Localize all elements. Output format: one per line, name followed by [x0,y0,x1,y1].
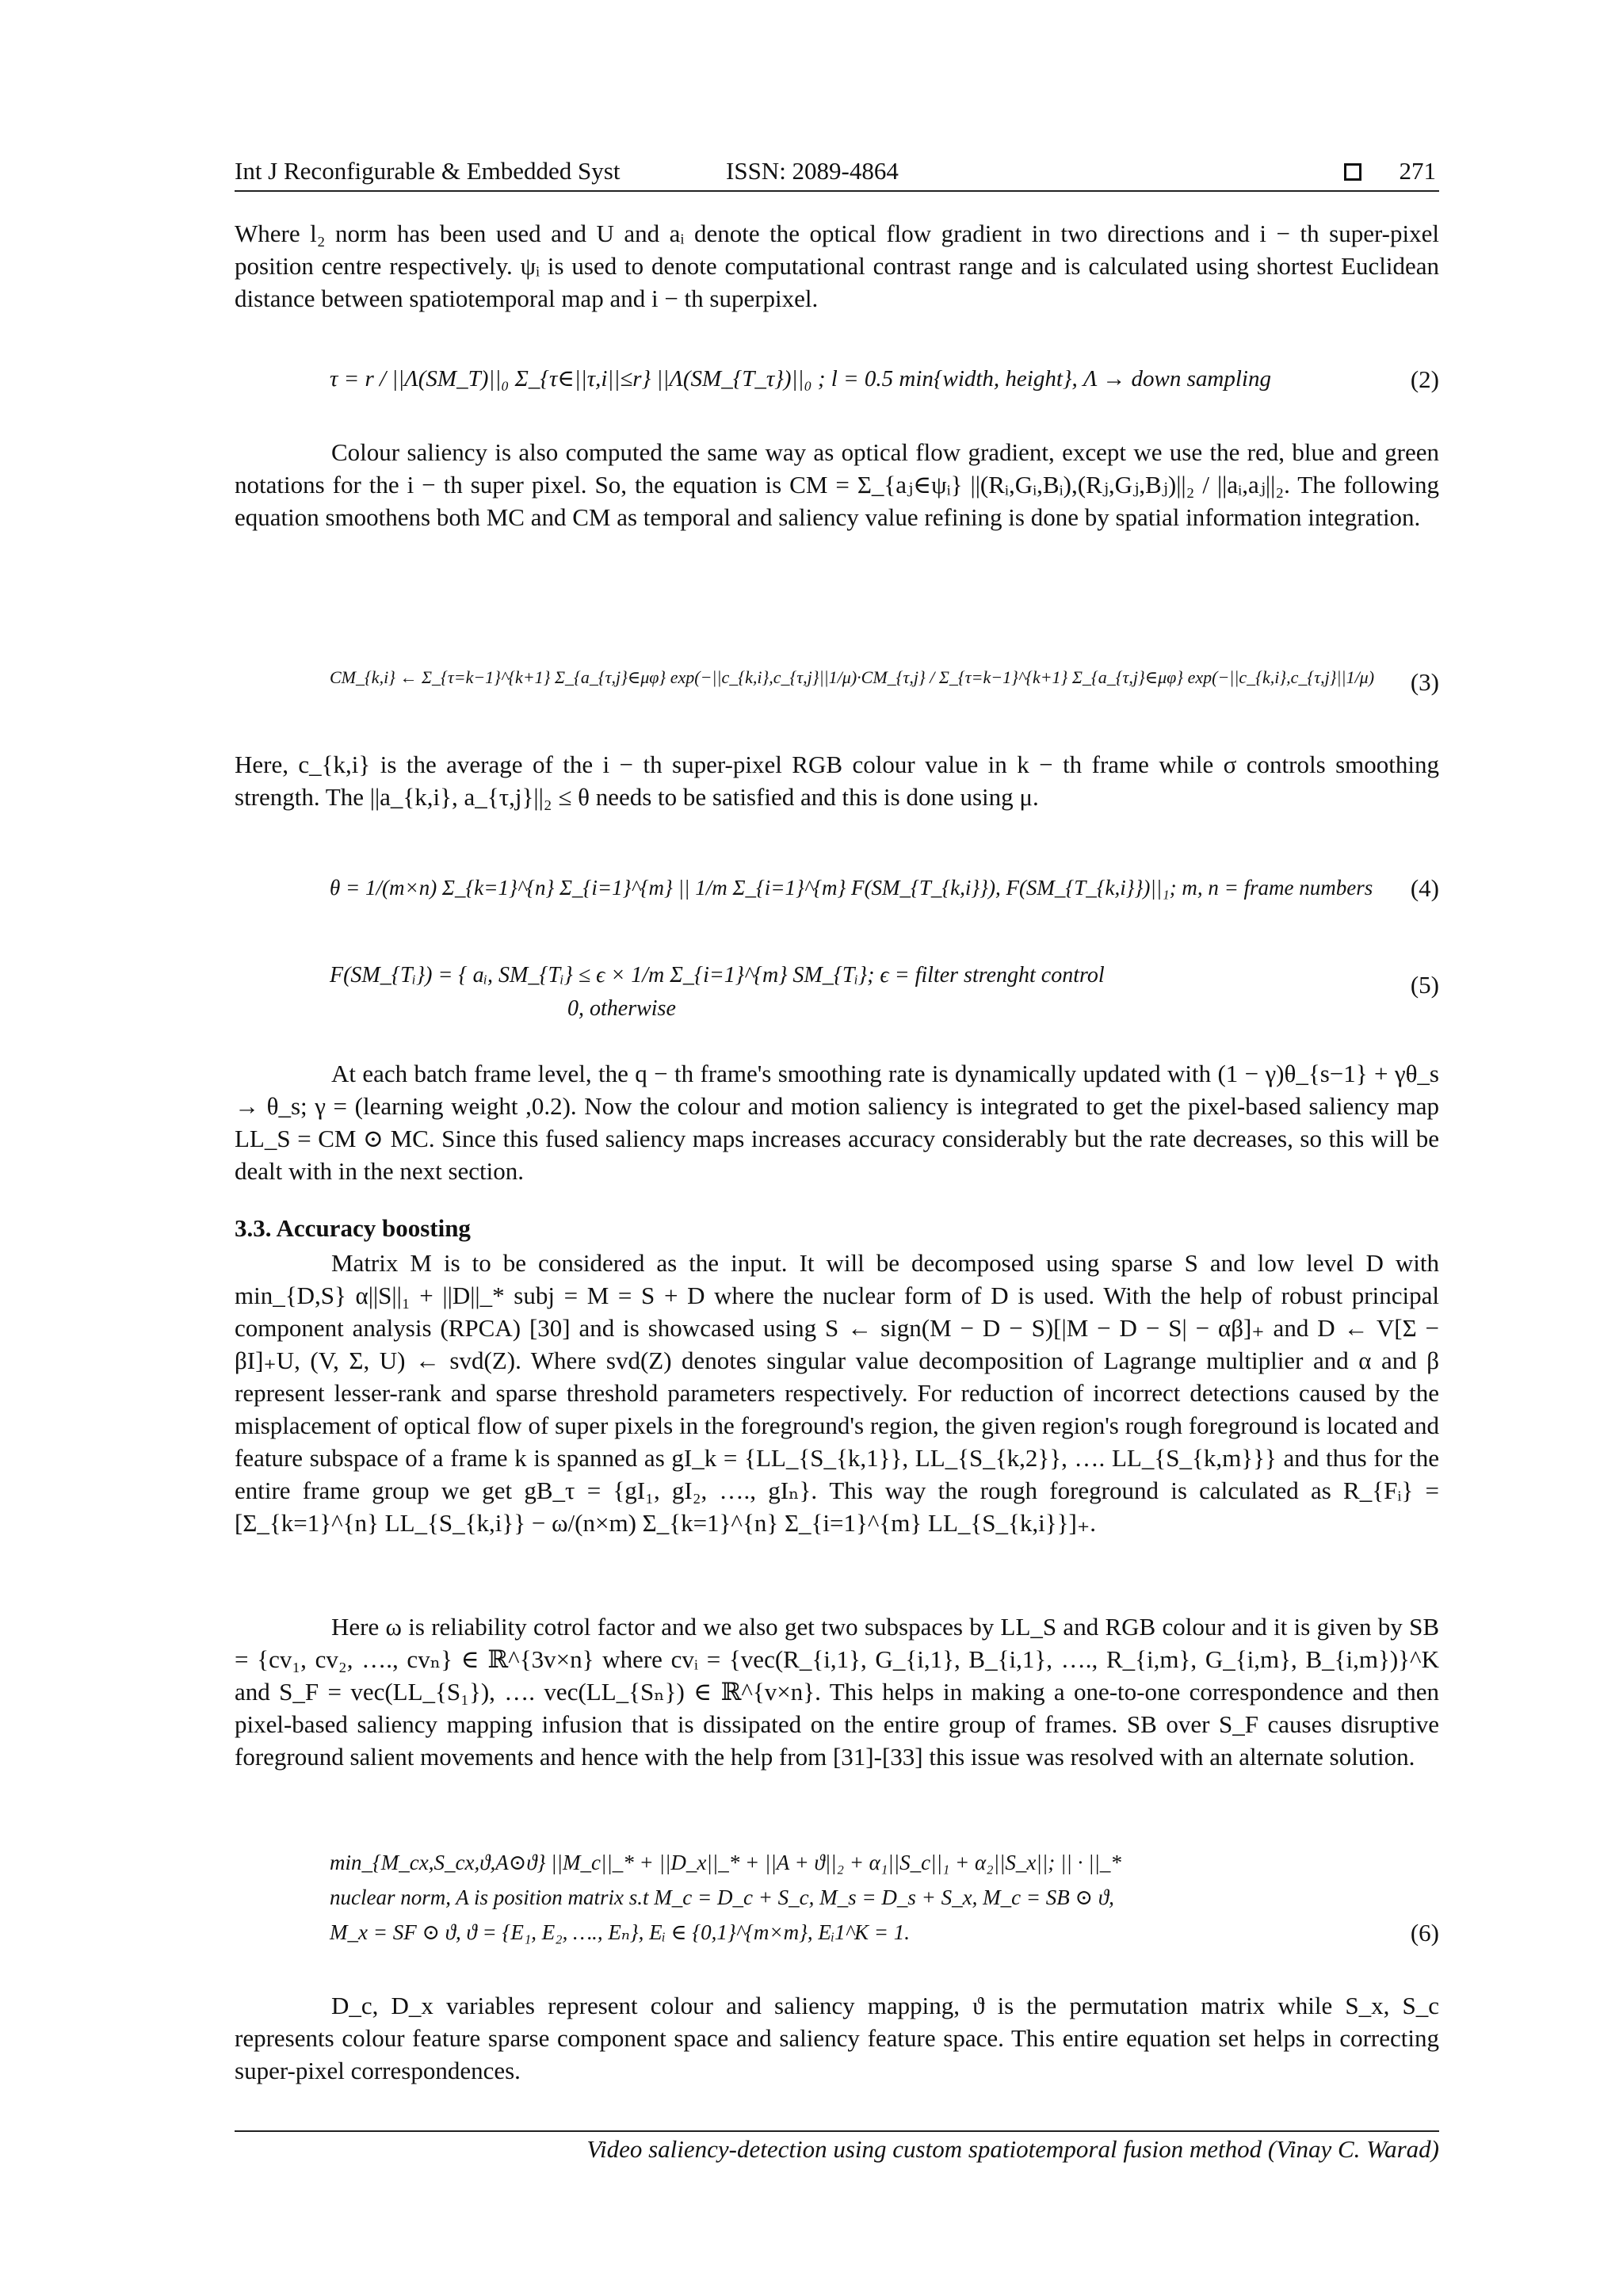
equation-2-expression: τ = r / ||Λ(SM_T)||₀ Σ_{τ∈||τ,i||≤r} ||Λ(SM_{T_τ})||₀ ; l = 0.5 min{width, height}, Λ → down sampling [330,366,1271,392]
paragraph-1: Where l₂ norm has been used and U and aᵢ denote the optical flow gradient in two directions and i − th super-pixel position centre respectively. ψᵢ is used to denote computational contrast range and is calculated using shortest Euclidean distance between spatiotemporal map and i − th superpixel. [235,220,1439,312]
equation-5 [235,959,1439,1030]
issn: ISSN: 2089-4864 [726,157,899,185]
paragraph-4: At each batch frame level, the q − th frame's smoothing rate is dynamically updated with (1 − γ)θ_{s−1} + γθ_s → θ_s; γ = (learning weight ,0.2). Now the colour and motion saliency is integrated to get the pixel-based saliency map LL_S = CM ⊙ MC. Since this fused saliency maps increases accuracy considerably but the rate decreases, so this will be dealt with in the next section. [235,1060,1439,1185]
equation-5-line-2: 0, otherwise [567,996,676,1021]
paragraph-7: D_c, D_x variables represent colour and saliency mapping, ϑ is the permutation matrix while S_x, S_c represents colour feature sparse component space and saliency feature space. This entire equation set helps in correcting super-pixel correspondences. [235,1992,1439,2084]
equation-4-number: (4) [1410,874,1439,902]
paragraph-2: Colour saliency is also computed the same way as optical flow gradient, except we use the red, blue and green notations for the i − th super pixel. So, the equation is CM = Σ_{aⱼ∈ψᵢ} ||(Rᵢ,Gᵢ,Bᵢ),(Rⱼ,Gⱼ,Bⱼ)||₂ / ||aᵢ,aⱼ||₂. The following equation smoothens both MC and CM as temporal and saliency value refining is done by spatial information integration. [235,438,1439,531]
equation-6-line-1: min_{M_cx,S_cx,ϑ,A⊙ϑ} ||M_c||_* + ||D_x||_* + ||A + ϑ||₂ + α₁||S_c||₁ + α₂||S_x||; || · ||_* [330,1851,1121,1874]
footer-rule [235,2130,1439,2132]
journal-name: Int J Reconfigurable & Embedded Syst [235,157,621,185]
equation-3 [235,650,1439,713]
equation-5-line-1: F(SM_{Tᵢ}) = { aᵢ, SM_{Tᵢ} ≤ ϵ × 1/m Σ_{i=1}^{m} SM_{Tᵢ}; ϵ = filter strenght control [330,963,1105,988]
page-number: 271 [1399,157,1436,185]
paragraph-3: Here, c_{k,i} is the average of the i − th super-pixel RGB colour value in k − th frame while σ controls smoothing strength. The ||a_{k,i}, a_{τ,j}||₂ ≤ θ needs to be satisfied and this is done using μ. [235,751,1439,811]
equation-2 [235,355,1439,403]
section-heading: 3.3. Accuracy boosting [235,1214,471,1242]
equation-6 [235,1847,1439,1958]
paragraph-6: Here ω is reliability cotrol factor and we also get two subspaces by LL_S and RGB colour and it is given by SB = {cv₁, cv₂, …., cvₙ} ∈ ℝ^{3v×n} where cvᵢ = {vec(R_{i,1}, G_{i,1}, B_{i,1}, …., R_{i,m}, G_{i,m}, B_{i,m})}^K and S_F = vec(LL_{S₁}), …. vec(LL_{Sₙ}) ∈ ℝ^{v×n}. This helps in making a one-to-one correspondence and then pixel-based saliency mapping infusion that is dissipated on the entire group of frames. SB over S_F causes disruptive foreground salient movements and hence with the help from [31]-[33] this issue was resolved with an alternate solution. [235,1613,1439,1771]
equation-6-number: (6) [1410,1919,1439,1946]
equation-6-line-3: M_x = SF ⊙ ϑ, ϑ = {E₁, E₂, …., Eₙ}, Eᵢ ∈ {0,1}^{m×m}, Eᵢ1^K = 1. [330,1920,911,1944]
equation-2-number: (2) [1410,365,1439,393]
running-header [235,155,1439,192]
equation-3-expression: CM_{k,i} ← Σ_{τ=k−1}^{k+1} Σ_{a_{τ,j}∈μφ} exp(−||c_{k,i},c_{τ,j}||1/μ)·CM_{τ,j} / Σ_{τ=k−1}^{k+1} Σ_{a_{τ,j}∈μφ} exp(−||c_{k,i},c_{τ,j}||1/μ) [330,667,1375,687]
equation-4-expression: θ = 1/(m×n) Σ_{k=1}^{n} Σ_{i=1}^{m} || 1/m Σ_{i=1}^{m} F(SM_{T_{k,i}}), F(SM_{T_{k,i}})||₁; m, n = frame numbers [330,876,1373,900]
equation-3-number: (3) [1410,668,1439,696]
paragraph-5: Matrix M is to be considered as the input. It will be decomposed using sparse S and low level D with min_{D,S} α||S||₁ + ||D||_* subj = M = S + D where the nuclear form of D is used. With the help of robust principal component analysis (RPCA) [30] and is showcased using S ← sign(M − D − S)[|M − D − S| − αβ]₊ and D ← V[Σ − βI]₊U, (V, Σ, U) ← svd(Z). Where svd(Z) denotes singular value decomposition of Lagrange multiplier and α and β represent lesser-rank and sparse threshold parameters respectively. For reduction of incorrect detections caused by the misplacement of optical flow of super pixels in the foreground's region, the given region's rough foreground is located and feature subspace of a frame k is spanned as gI_k = {LL_{S_{k,1}}, LL_{S_{k,2}}, …. LL_{S_{k,m}}} and thus for the entire frame group we get gB_τ = {gI₁, gI₂, …., gIₙ}. This way the rough foreground is calculated as R_{Fᵢ} = [Σ_{k=1}^{n} LL_{S_{k,i}} − ω/(n×m) Σ_{k=1}^{n} Σ_{i=1}^{m} LL_{S_{k,i}}]₊. [235,1249,1439,1537]
running-footer: Video saliency-detection using custom spatiotemporal fusion method (Vinay C. Warad) [586,2135,1439,2163]
equation-5-number: (5) [1410,971,1439,999]
equation-4 [235,872,1439,911]
equation-6-line-2: nuclear norm, A is position matrix s.t M_c = D_c + S_c, M_s = D_s + S_x, M_c = SB ⊙ ϑ, [330,1885,1114,1909]
